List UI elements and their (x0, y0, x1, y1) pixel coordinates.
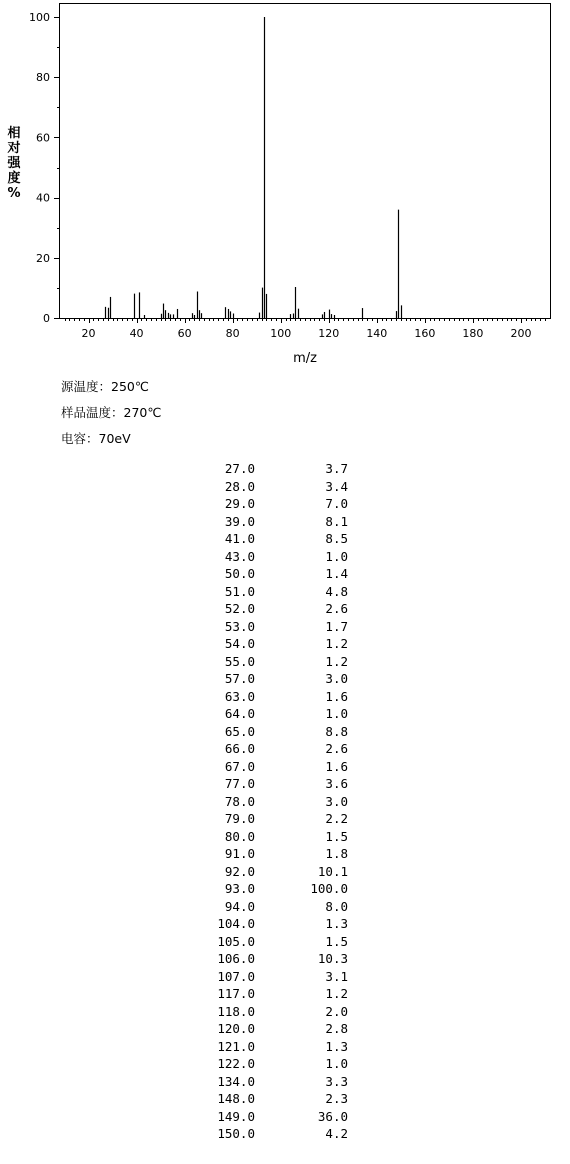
abundance-cell: 2.8 (325, 1021, 348, 1036)
y-axis-label (4, 126, 24, 201)
mz-cell: 28.0 (224, 478, 255, 494)
table-row (200, 1125, 348, 1143)
table-row (200, 985, 348, 1003)
abundance-cell: 4.2 (325, 1126, 348, 1141)
table-row (200, 530, 348, 548)
table-row (200, 1003, 348, 1021)
mz-cell: 57.0 (224, 671, 255, 686)
abundance-cell: 1.2 (325, 986, 348, 1001)
axis-ticks (29, 11, 546, 340)
x-tick-label: 200 (510, 327, 532, 340)
table-row (200, 513, 348, 531)
y-tick-label: 0 (43, 312, 50, 325)
abundance-cell: 1.3 (325, 916, 348, 931)
abundance-cell: 3.0 (325, 793, 348, 809)
abundance-cell: 2.2 (325, 811, 348, 826)
abundance-cell: 1.2 (325, 636, 348, 651)
ionization-energy: 电容：70eV (61, 431, 131, 446)
mz-cell: 150.0 (217, 1126, 255, 1141)
mz-cell: 149.0 (217, 1108, 255, 1124)
table-row (200, 583, 348, 601)
x-tick-label: 40 (129, 327, 144, 340)
mz-cell: 122.0 (217, 1056, 255, 1071)
abundance-cell: 10.1 (317, 863, 348, 879)
mz-cell: 107.0 (217, 968, 255, 984)
abundance-cell: 1.2 (325, 653, 348, 669)
table-row (200, 635, 348, 653)
table-row (200, 1038, 348, 1056)
mz-cell: 77.0 (224, 776, 255, 791)
y-tick-label: 20 (36, 251, 50, 265)
mz-cell: 64.0 (224, 706, 255, 721)
x-tick-label: 160 (414, 327, 436, 340)
x-tick-label: 80 (225, 327, 240, 340)
mz-cell: 79.0 (224, 811, 255, 826)
y-tick-label: 80 (36, 71, 50, 85)
abundance-cell: 8.1 (325, 513, 348, 529)
table-row (200, 705, 348, 723)
mz-cell: 41.0 (224, 531, 255, 546)
table-row (200, 548, 348, 566)
abundance-cell: 2.6 (325, 741, 348, 756)
acquisition-conditions (61, 377, 161, 455)
table-row (200, 1020, 348, 1038)
mz-cell: 105.0 (217, 933, 255, 949)
mz-cell: 65.0 (224, 723, 255, 739)
mz-cell: 118.0 (217, 1003, 255, 1019)
abundance-cell: 36.0 (317, 1108, 348, 1124)
x-tick-label: 100 (270, 327, 292, 340)
table-row (200, 478, 348, 496)
mz-cell: 51.0 (224, 583, 255, 599)
mz-cell: 52.0 (224, 601, 255, 616)
table-row (200, 565, 348, 583)
table-row (200, 758, 348, 776)
source-temperature: 源温度：250℃ (61, 379, 149, 394)
abundance-cell: 2.3 (325, 1091, 348, 1106)
table-row (200, 723, 348, 741)
table-row (200, 495, 348, 513)
table-row (200, 1090, 348, 1108)
abundance-cell: 1.3 (325, 1038, 348, 1054)
mz-cell: 120.0 (217, 1021, 255, 1036)
y-axis-label-char: 对 (7, 141, 21, 156)
mz-cell: 50.0 (224, 566, 255, 581)
mz-cell: 54.0 (224, 636, 255, 651)
mz-cell: 29.0 (224, 496, 255, 511)
mz-cell: 93.0 (224, 881, 255, 896)
table-row (200, 460, 348, 478)
table-row (200, 618, 348, 636)
table-row (200, 828, 348, 846)
x-tick-label: 120 (318, 327, 340, 340)
mz-cell: 55.0 (224, 653, 255, 669)
y-tick-label: 60 (36, 131, 50, 145)
table-row (200, 775, 348, 793)
table-row (200, 1073, 348, 1091)
table-row (200, 845, 348, 863)
abundance-cell: 8.8 (325, 723, 348, 739)
table-row (200, 915, 348, 933)
abundance-cell: 1.4 (325, 566, 348, 581)
abundance-cell: 3.3 (325, 1073, 348, 1089)
abundance-cell: 3.4 (325, 478, 348, 494)
mz-cell: 53.0 (224, 618, 255, 634)
table-row (200, 688, 348, 706)
abundance-cell: 1.0 (325, 548, 348, 564)
y-axis-label-char: 强 (7, 156, 21, 171)
sample-temperature: 样品温度：270℃ (61, 405, 162, 420)
abundance-cell: 3.1 (325, 968, 348, 984)
abundance-cell: 2.6 (325, 601, 348, 616)
mz-cell: 80.0 (224, 828, 255, 844)
table-row (200, 1108, 348, 1126)
table-row (200, 968, 348, 986)
table-row (200, 950, 348, 968)
table-row (200, 880, 348, 898)
table-row (200, 670, 348, 688)
peak-list-table (200, 460, 348, 1143)
table-row (200, 740, 348, 758)
mz-cell: 148.0 (217, 1091, 255, 1106)
x-tick-label: 140 (366, 327, 388, 340)
table-row (200, 810, 348, 828)
abundance-cell: 8.0 (325, 898, 348, 914)
mz-cell: 66.0 (224, 741, 255, 756)
mz-cell: 134.0 (217, 1073, 255, 1089)
table-row (200, 793, 348, 811)
mz-cell: 27.0 (224, 461, 255, 476)
mz-cell: 91.0 (224, 846, 255, 861)
y-tick-label: 100 (29, 11, 50, 24)
abundance-cell: 3.6 (325, 776, 348, 791)
abundance-cell: 1.0 (325, 1056, 348, 1071)
mz-cell: 117.0 (217, 986, 255, 1001)
abundance-cell: 3.0 (325, 671, 348, 686)
abundance-cell: 1.7 (325, 618, 348, 634)
x-tick-label: 20 (81, 327, 96, 340)
abundance-cell: 3.7 (325, 461, 348, 476)
y-axis-label-char: % (7, 186, 21, 201)
mz-cell: 121.0 (217, 1038, 255, 1054)
mz-cell: 43.0 (224, 548, 255, 564)
abundance-cell: 1.6 (325, 758, 348, 774)
abundance-cell: 8.5 (325, 531, 348, 546)
peak-bars (106, 17, 402, 318)
abundance-cell: 100.0 (310, 881, 348, 896)
table-row (200, 898, 348, 916)
mz-cell: 67.0 (224, 758, 255, 774)
mz-cell: 106.0 (217, 951, 255, 966)
abundance-cell: 1.5 (325, 828, 348, 844)
mz-cell: 39.0 (224, 513, 255, 529)
abundance-cell: 1.6 (325, 688, 348, 704)
x-axis-label: m/z (293, 351, 317, 366)
abundance-cell: 2.0 (325, 1003, 348, 1019)
x-tick-label: 180 (462, 327, 484, 340)
mass-spectrum-chart (0, 0, 570, 372)
mz-cell: 104.0 (217, 916, 255, 931)
y-axis-label-char: 相 (7, 126, 21, 141)
table-row (200, 1055, 348, 1073)
abundance-cell: 1.0 (325, 706, 348, 721)
mz-cell: 92.0 (224, 863, 255, 879)
table-row (200, 933, 348, 951)
table-row (200, 653, 348, 671)
plot-frame (60, 4, 551, 319)
y-tick-label: 40 (36, 191, 50, 205)
x-tick-label: 60 (177, 327, 192, 340)
y-axis-label-char: 度 (7, 171, 21, 186)
mz-cell: 94.0 (224, 898, 255, 914)
table-row (200, 600, 348, 618)
abundance-cell: 1.8 (325, 846, 348, 861)
abundance-cell: 10.3 (317, 951, 348, 966)
abundance-cell: 4.8 (325, 583, 348, 599)
abundance-cell: 1.5 (325, 933, 348, 949)
table-row (200, 863, 348, 881)
mz-cell: 78.0 (224, 793, 255, 809)
abundance-cell: 7.0 (325, 496, 348, 511)
mz-cell: 63.0 (224, 688, 255, 704)
